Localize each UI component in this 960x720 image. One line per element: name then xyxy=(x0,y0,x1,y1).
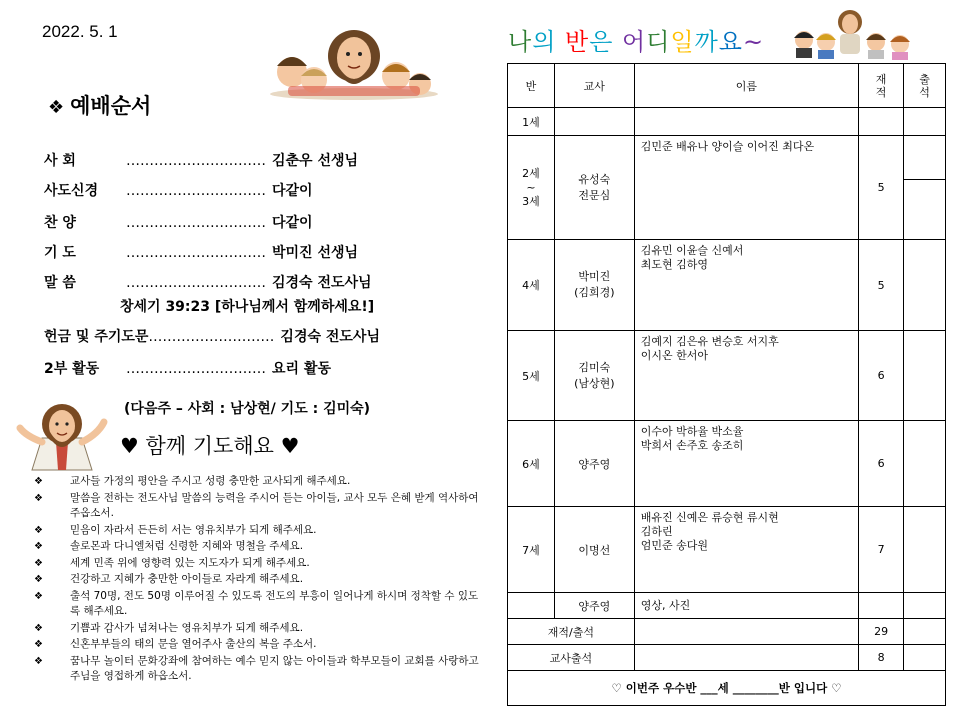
enrolled-cell: 7 xyxy=(859,507,904,593)
summary-value: 29 xyxy=(859,619,904,645)
class-cell xyxy=(508,593,555,619)
enrolled-cell: 6 xyxy=(859,421,904,507)
table-row xyxy=(508,593,946,619)
prayer-text: 꿈나무 놀이터 문화강좌에 참여하는 예수 믿지 않는 아이들과 학부모들이 교회를 사랑하고 주님을 영접하게 하옵소서. xyxy=(70,654,479,682)
title-char: 디 xyxy=(646,28,671,56)
order-assignee: 김춘우 선생님 xyxy=(272,153,359,169)
order-row xyxy=(44,272,372,292)
order-row xyxy=(44,242,358,262)
enrolled-cell: 5 xyxy=(859,136,904,240)
order-assignee: 김경숙 전도사님 xyxy=(272,275,372,291)
title-char: 의 xyxy=(532,28,557,56)
class-cell: 2세 ~ 3세 xyxy=(508,136,555,240)
diamond-bullet-icon: ❖ xyxy=(34,557,43,569)
names-cell: 배유진 신예은 류승현 류시현 김하린 엄민준 송다원 xyxy=(634,507,858,593)
prayer-item xyxy=(32,654,482,685)
title-char: 반 xyxy=(565,28,590,56)
prayer-text: 말씀을 전하는 전도사님 말씀의 능력을 주시어 듣는 아이들, 교사 모두 은혜 받게 역사하여 주옵소서. xyxy=(70,491,479,519)
summary-blank xyxy=(634,645,858,671)
teacher-cell: 유성숙 전문심 xyxy=(554,136,634,240)
names-cell: 영상, 사진 xyxy=(634,593,858,619)
worship-order-heading xyxy=(48,90,151,120)
class-cell: 1세 xyxy=(508,108,555,136)
header-attendance: 출 석 xyxy=(904,64,946,108)
prayer-text: 신혼부부들의 태의 문을 열어주사 출산의 복을 주소서. xyxy=(70,638,317,650)
title-char: 요 xyxy=(718,28,743,56)
prayer-text: 세계 민족 위에 영향력 있는 지도자가 되게 해주세요. xyxy=(70,556,310,569)
summary-label: 재적/출석 xyxy=(508,619,635,645)
prayer-text: 믿음이 자라서 든든히 서는 영유치부가 되게 해주세요. xyxy=(70,523,317,536)
order-dots: ………………………… xyxy=(126,183,266,199)
class-cell: 7세 xyxy=(508,507,555,593)
prayer-item xyxy=(32,523,482,539)
teacher-cell: 이명선 xyxy=(554,507,634,593)
prayer-item xyxy=(32,637,482,653)
title-char: ~ xyxy=(742,28,765,56)
attendance-cell xyxy=(904,421,946,507)
title-char: 까 xyxy=(694,28,719,56)
names-cell: 김민준 배유나 양이슬 이어진 최다온 xyxy=(634,136,858,240)
jesus-with-children-illustration xyxy=(268,14,440,100)
prayer-heading: ♥ 함께 기도해요 ♥ xyxy=(120,434,300,458)
prayer-text: 교사들 가정의 평안을 주시고 성령 충만한 교사되게 해주세요. xyxy=(70,475,351,487)
order-assignee: 다같이 xyxy=(272,183,313,199)
names-cell: 김유민 이윤슬 신예서 최도현 김하영 xyxy=(634,240,858,331)
header-names: 이름 xyxy=(634,64,858,108)
prayer-text: 솔로몬과 다니엘처럼 신령한 지혜와 명철을 주세요. xyxy=(70,540,304,552)
order-row xyxy=(44,150,358,170)
prayer-list xyxy=(32,474,482,686)
attendance-cell xyxy=(904,507,946,593)
class-cell: 5세 xyxy=(508,331,555,421)
table-row xyxy=(508,240,946,331)
teacher-cell: 양주영 xyxy=(554,421,634,507)
order-dots: ………………………… xyxy=(126,153,266,169)
diamond-bullet-icon: ❖ xyxy=(34,639,43,650)
order-dots: ……………………… xyxy=(148,329,275,345)
table-row xyxy=(508,331,946,421)
order-dots: ………………………… xyxy=(126,275,266,291)
table-row xyxy=(508,421,946,507)
enrolled-cell xyxy=(859,593,904,619)
class-cell: 4세 xyxy=(508,240,555,331)
order-dots: ………………………… xyxy=(126,245,266,261)
attendance-cell xyxy=(904,108,946,136)
names-cell: 김예지 김은유 변승호 서지후 이시온 한서아 xyxy=(634,331,858,421)
attendance-cell xyxy=(904,180,946,240)
table-header-row xyxy=(508,64,946,108)
title-char xyxy=(556,28,565,56)
names-cell xyxy=(634,108,858,136)
summary-label: 교사출석 xyxy=(508,645,635,671)
prayer-item xyxy=(32,474,482,490)
order-assignee: 박미진 선생님 xyxy=(272,245,359,261)
table-row xyxy=(508,136,946,180)
table-row xyxy=(508,108,946,136)
diamond-bullet-icon: ❖ xyxy=(34,622,43,634)
next-week-notice: (다음주 – 사회 : 남상현/ 기도 : 김미숙) xyxy=(124,401,371,417)
class-attendance-table xyxy=(507,63,946,706)
order-assignee: 다같이 xyxy=(272,215,313,231)
summary-row xyxy=(508,619,946,645)
prayer-item xyxy=(32,556,482,572)
prayer-item xyxy=(32,572,482,588)
summary-row xyxy=(508,645,946,671)
prayer-item xyxy=(32,621,482,637)
attendance-cell xyxy=(904,331,946,421)
enrolled-cell xyxy=(859,108,904,136)
bulletin-date: 2022. 5. 1 xyxy=(42,22,118,41)
header-class: 반 xyxy=(508,64,555,108)
title-char: 일 xyxy=(670,28,695,56)
order-role: 사 회 xyxy=(44,153,76,169)
prayer-item xyxy=(32,589,482,620)
order-role: 기 도 xyxy=(44,245,76,261)
prayer-text: 건강하고 지혜가 충만한 아이들로 자라게 해주세요. xyxy=(70,573,304,585)
order-role: 사도신경 xyxy=(44,183,99,199)
enrolled-cell: 5 xyxy=(859,240,904,331)
enrolled-cell: 6 xyxy=(859,331,904,421)
attendance-cell xyxy=(904,240,946,331)
title-char xyxy=(613,28,622,56)
worship-order-title: 예배순서 xyxy=(70,94,152,118)
summary-attend xyxy=(904,645,946,671)
order-row xyxy=(44,212,313,232)
jesus-waving-illustration xyxy=(12,398,112,472)
best-class-notice: ♡ 이번주 우수반 ___세 ________반 입니다 ♡ xyxy=(508,671,946,706)
attendance-cell xyxy=(904,593,946,619)
diamond-bullet-icon: ❖ xyxy=(34,574,43,585)
order-row xyxy=(44,180,313,200)
class-location-title xyxy=(508,22,764,57)
summary-blank xyxy=(634,619,858,645)
children-group-illustration xyxy=(788,6,918,60)
prayer-text: 출석 70명, 전도 50명 이루어질 수 있도록 전도의 부흥이 일어나게 하시며 정착할 수 있도록 해주세요. xyxy=(70,589,479,617)
best-class-row xyxy=(508,671,946,706)
prayer-item xyxy=(32,491,482,522)
prayer-text: 기쁨과 감사가 넘쳐나는 영유치부가 되게 해주세요. xyxy=(70,621,304,634)
diamond-bullet-icon: ❖ xyxy=(34,590,43,602)
order-role: 2부 활동 xyxy=(44,361,100,377)
order-row xyxy=(44,358,331,378)
header-enrolled: 재 적 xyxy=(859,64,904,108)
order-row xyxy=(44,326,380,346)
diamond-bullet-icon: ❖ xyxy=(34,492,43,504)
order-dots: ………………………… xyxy=(126,361,266,377)
diamond-bullet-icon: ❖ xyxy=(34,655,43,667)
title-char: 나 xyxy=(508,28,533,56)
diamond-bullet-icon: ❖ xyxy=(34,541,43,552)
order-role: 헌금 및 주기도문 xyxy=(44,329,149,345)
diamond-bullet-icon: ❖ xyxy=(48,97,65,118)
header-teacher: 교사 xyxy=(554,64,634,108)
order-role: 찬 양 xyxy=(44,215,76,231)
order-assignee: 김경숙 전도사님 xyxy=(280,329,380,345)
diamond-bullet-icon: ❖ xyxy=(34,476,43,487)
class-cell: 6세 xyxy=(508,421,555,507)
teacher-cell: 박미진 (김희경) xyxy=(554,240,634,331)
prayer-item xyxy=(32,539,482,555)
scripture-reference: 창세기 39:23 [하나님께서 함께하세요!] xyxy=(120,299,375,315)
title-char: 어 xyxy=(622,28,647,56)
summary-value: 8 xyxy=(859,645,904,671)
table-row xyxy=(508,507,946,593)
title-char: 은 xyxy=(589,28,614,56)
order-role: 말 씀 xyxy=(44,275,76,291)
teacher-cell: 양주영 xyxy=(554,593,634,619)
diamond-bullet-icon: ❖ xyxy=(34,524,43,536)
order-assignee: 요리 활동 xyxy=(272,361,331,377)
teacher-cell xyxy=(554,108,634,136)
names-cell: 이수아 박하율 박소율 박희서 손주호 송조히 xyxy=(634,421,858,507)
order-dots: ………………………… xyxy=(126,215,266,231)
attendance-cell xyxy=(904,136,946,180)
teacher-cell: 김미숙 (남상현) xyxy=(554,331,634,421)
summary-attend xyxy=(904,619,946,645)
